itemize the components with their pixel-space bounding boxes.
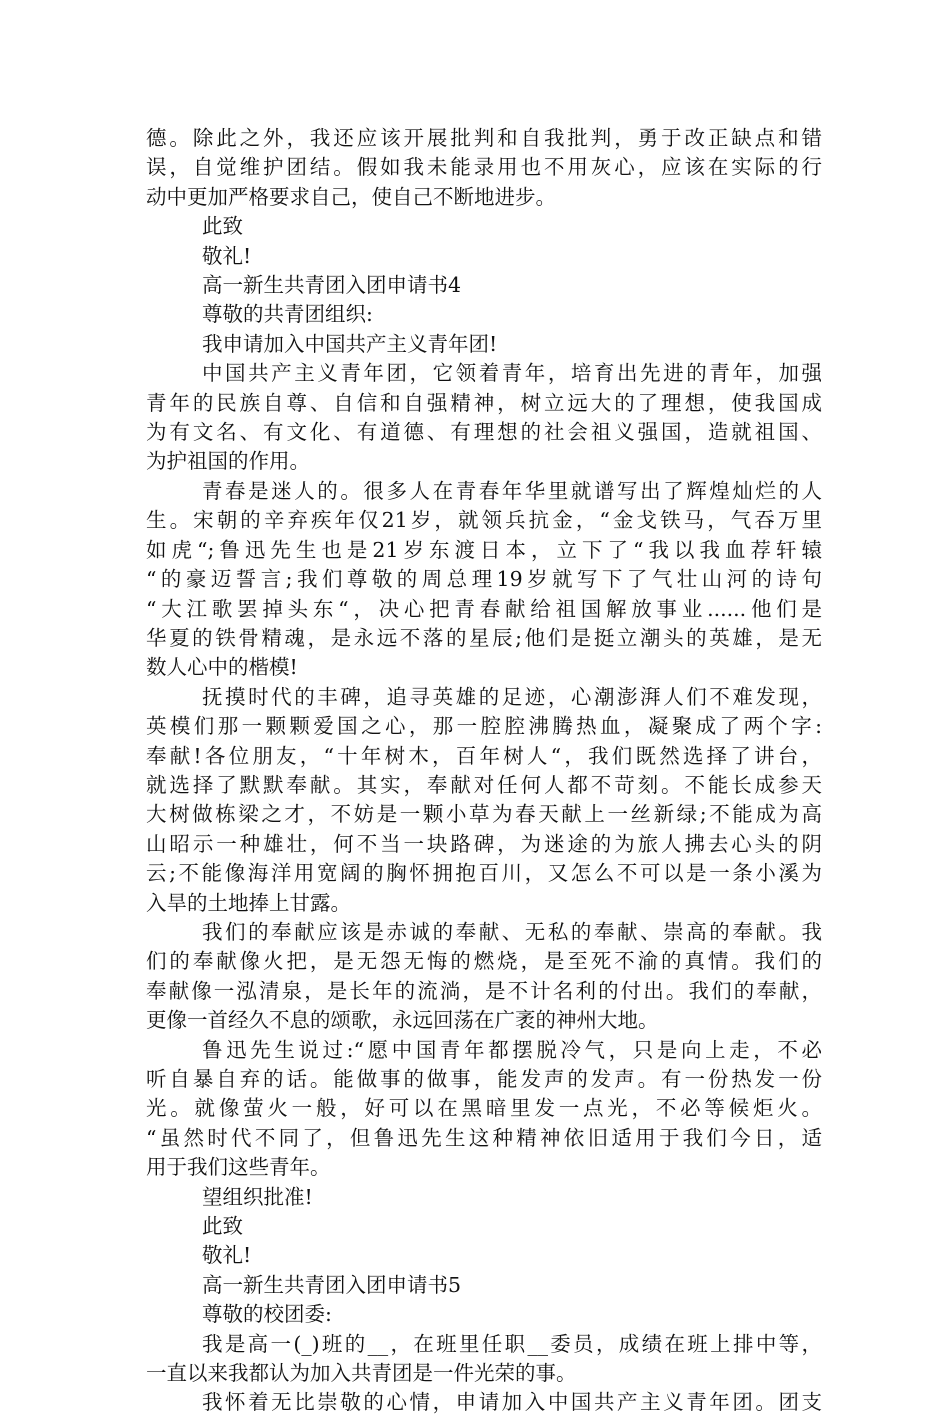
- text-line: 奉献!各位朋友，“十年树木，百年树人“，我们既然选择了讲台，: [146, 743, 822, 768]
- text-line: 抚摸时代的丰碑，追寻英雄的足迹，心潮澎湃人们不难发现，: [202, 684, 822, 709]
- text-line: 山昭示一种雄壮，何不当一块路碑，为迷途的为旅人拂去心头的阴: [146, 831, 822, 856]
- text-line: 敬礼!: [202, 1243, 252, 1268]
- text-line: 尊敬的校团委:: [202, 1302, 332, 1327]
- text-line: 我申请加入中国共产主义青年团!: [202, 331, 498, 356]
- text-line: 华夏的铁骨精魂，是永远不落的星辰;他们是挺立潮头的英雄，是无: [146, 625, 822, 650]
- text-line: “的豪迈誓言;我们尊敬的周总理19岁就写下了气壮山河的诗句: [146, 567, 822, 592]
- text-line: 动中更加严格要求自己，使自己不断地进步。: [146, 184, 556, 209]
- text-line: 此致: [202, 1214, 243, 1239]
- text-line: 敬礼!: [202, 243, 252, 268]
- text-line: 德。除此之外，我还应该开展批判和自我批判，勇于改正缺点和错: [146, 126, 822, 150]
- text-line: 我们的奉献应该是赤诚的奉献、无私的奉献、崇高的奉献。我: [202, 919, 822, 944]
- text-line: 中国共产主义青年团，它领着青年，培育出先进的青年，加强: [202, 361, 822, 386]
- text-line: 们的奉献像火把，是无怨无悔的燃烧，是至死不渝的真情。我们的: [146, 949, 822, 974]
- text-line: 云;不能像海洋用宽阔的胸怀拥抱百川，又怎么不可以是一条小溪为: [146, 861, 822, 886]
- text-line: 青春是迷人的。很多人在青春年华里就谱写出了辉煌灿烂的人: [202, 478, 822, 503]
- text-line: 为护祖国的作用。: [146, 449, 310, 474]
- text-line: 为有文名、有文化、有道德、有理想的社会祖义强国，造就祖国、: [146, 420, 822, 445]
- document-page: [146, 124, 822, 1418]
- text-line: 入旱的土地捧上甘露。: [146, 890, 351, 915]
- text-line: 此致: [202, 214, 243, 239]
- text-line: 如虎“;鲁迅先生也是21岁东渡日本，立下了“我以我血荐轩辕: [146, 537, 822, 562]
- text-line: 一直以来我都认为加入共青团是一件光荣的事。: [146, 1361, 577, 1386]
- text-line: 望组织批准!: [202, 1184, 313, 1209]
- text-line: 用于我们这些青年。: [146, 1155, 331, 1180]
- text-line: 生。宋朝的辛弃疾年仅21岁，就领兵抗金，“金戈铁马，气吞万里: [146, 508, 822, 533]
- text-line: 误，自觉维护团结。假如我未能录用也不用灰心，应该在实际的行: [146, 155, 822, 180]
- text-line: 我怀着无比崇敬的心情，申请加入中国共产主义青年团。团支: [202, 1390, 822, 1415]
- text-line: 数人心中的楷模!: [146, 655, 298, 680]
- text-line: 就选择了默默奉献。其实，奉献对任何人都不苛刻。不能长成参天: [146, 772, 822, 797]
- text-line: 奉献像一泓清泉，是长年的流淌，是不计名利的付出。我们的奉献，: [146, 978, 822, 1003]
- text-line: “大江歌罢掉头东“，决心把青春献给祖国解放事业......他们是: [146, 596, 822, 621]
- text-line: 尊敬的共青团组织:: [202, 302, 373, 327]
- text-line: 大树做栋梁之才，不妨是一颗小草为春天献上一丝新绿;不能成为高: [146, 802, 822, 827]
- text-line: 高一新生共青团入团申请书4: [202, 273, 462, 298]
- text-line: 英模们那一颗颗爱国之心，那一腔腔沸腾热血，凝聚成了两个字:: [146, 714, 822, 739]
- text-line: 光。就像萤火一般，好可以在黑暗里发一点光，不必等候炬火。: [146, 1096, 822, 1121]
- text-line: 更像一首经久不息的颂歌，永远回荡在广袤的神州大地。: [146, 1008, 659, 1033]
- text-line: “虽然时代不同了，但鲁迅先生这种精神依旧适用于我们今日，适: [146, 1125, 822, 1150]
- text-line: 我是高一(_)班的__，在班里任职__委员，成绩在班上排中等，: [202, 1331, 822, 1356]
- text-line: 高一新生共青团入团申请书5: [202, 1272, 462, 1297]
- text-line: 鲁迅先生说过:“愿中国青年都摆脱冷气，只是向上走，不必: [202, 1037, 822, 1062]
- text-line: 听自暴自弃的话。能做事的做事，能发声的发声。有一份热发一份: [146, 1067, 822, 1091]
- text-line: 青年的民族自尊、自信和自强精神，树立远大的了理想，使我国成: [146, 390, 822, 415]
